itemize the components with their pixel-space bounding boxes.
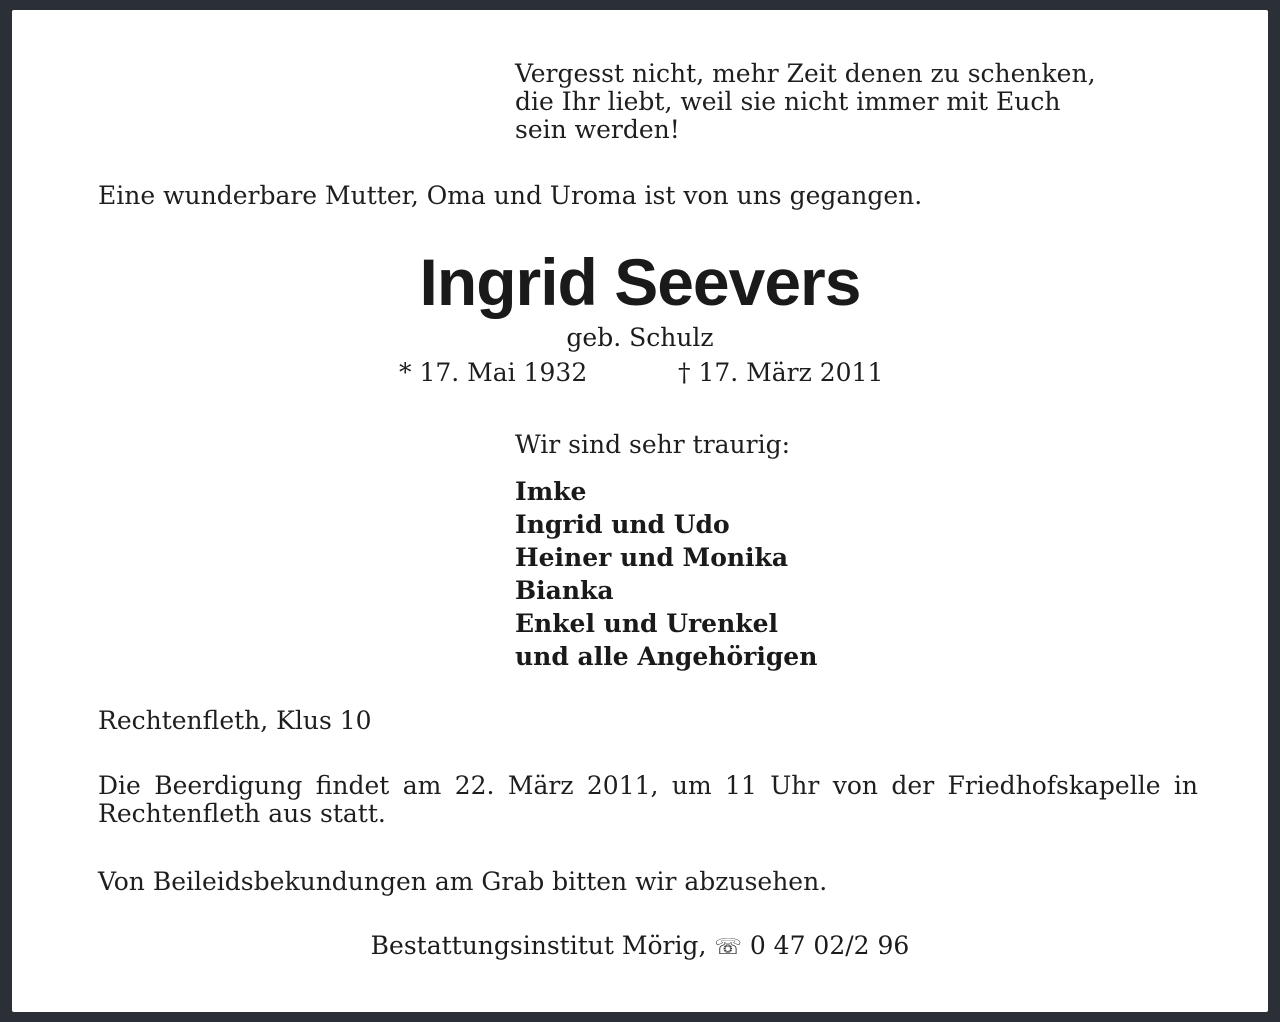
undertaker-name: Bestattungsinstitut Mörig, bbox=[370, 931, 707, 960]
motto-line: Vergesst nicht, mehr Zeit denen zu schenken, bbox=[515, 59, 1096, 88]
motto-line: sein werden! bbox=[515, 115, 680, 144]
motto-line: die Ihr liebt, weil sie nicht immer mit Euch bbox=[515, 87, 1061, 116]
funeral-info: Die Beerdigung findet am 22. März 2011, um 11 Uhr von der Friedhofskapelle in Rechtenfleth aus statt. bbox=[98, 771, 1198, 828]
mourners-list bbox=[515, 475, 817, 673]
mourner-name: Bianka bbox=[515, 576, 614, 605]
death-date: † 17. März 2011 bbox=[678, 358, 884, 387]
address: Rechtenfleth, Klus 10 bbox=[98, 706, 372, 735]
mourning-heading: Wir sind sehr traurig: bbox=[515, 430, 791, 459]
condolence-note: Von Beileidsbekundungen am Grab bitten wir abzusehen. bbox=[98, 867, 828, 896]
telephone-icon: ☏ bbox=[714, 935, 742, 960]
mourner-name: Enkel und Urenkel bbox=[515, 609, 778, 638]
deceased-name: Ingrid Seevers bbox=[419, 245, 861, 319]
birth-name: geb. Schulz bbox=[566, 323, 714, 352]
mourner-name: Heiner und Monika bbox=[515, 543, 789, 572]
mourner-name: Ingrid und Udo bbox=[515, 510, 730, 539]
undertaker-phone: 0 47 02/2 96 bbox=[749, 931, 910, 960]
mourner-name: Imke bbox=[515, 477, 587, 506]
undertaker-line bbox=[12, 932, 1268, 962]
birth-date: * 17. Mai 1932 bbox=[399, 358, 588, 387]
motto-quote bbox=[515, 60, 1096, 144]
mourner-name: und alle Angehörigen bbox=[515, 642, 818, 671]
intro-text: Eine wunderbare Mutter, Oma und Uroma ist von uns gegangen. bbox=[98, 181, 923, 210]
obituary-notice bbox=[12, 10, 1268, 1012]
